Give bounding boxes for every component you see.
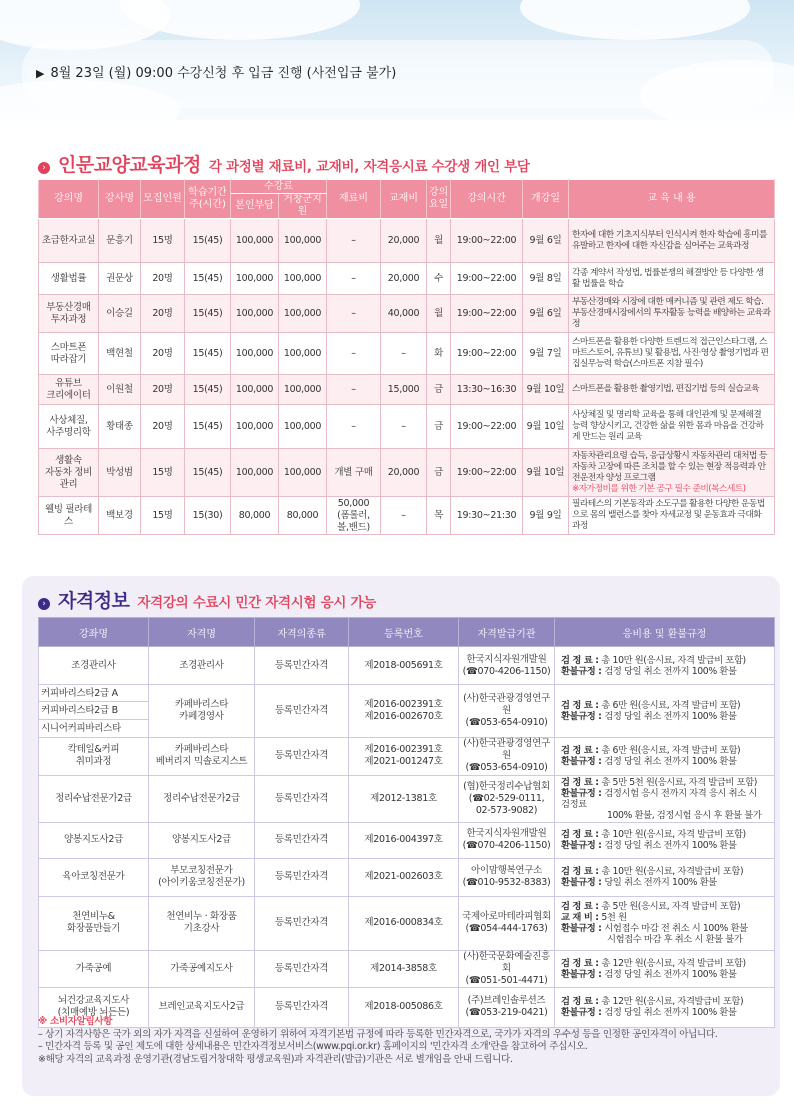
header-fee: 수강료 [231, 180, 327, 194]
fee-value: 검정 당일 취소 전까지 100% 환불 [604, 1007, 737, 1019]
fee-self: 100,000 [231, 333, 279, 375]
certification-name: 카페바리스타 베버리지 믹솔로지스트 [149, 737, 255, 775]
material-fee: – [327, 375, 381, 405]
material-fee: – [327, 295, 381, 333]
certification-type: 등록민간자격 [255, 647, 349, 685]
certification-name: 천연비누 · 화장품 기초강사 [149, 896, 255, 950]
header-course: 강좌명 [39, 618, 149, 647]
course-name: 조경관리사 [39, 647, 149, 685]
certification-row [39, 822, 775, 858]
course-name: 뇌건강교육지도사 (치매예방 뇌든든) [39, 987, 149, 1027]
fee-label: 검 정 료 : [561, 866, 602, 878]
fee-label: 환불규정 : [561, 877, 605, 889]
fee-line [561, 866, 768, 877]
fee-value: 총 10만 원(응시료, 자격 발급비 포함) [601, 829, 746, 841]
material-fee: – [327, 405, 381, 449]
class-time: 13:30~16:30 [451, 375, 523, 405]
course-description [569, 497, 775, 535]
description-text: 스마트폰을 활용한 다양한 트렌드적 접근인스타그램, 스마트스토어, 유튜브) 및 활용법, 사진·영상 촬영기법과 편집실무능력 학습(스마트폰 지참 필수) [572, 337, 769, 369]
class-time: 19:00~22:00 [451, 263, 523, 295]
fee-label: 환불규정 : [561, 787, 605, 799]
course-name: 천연비누& 화장품만들기 [39, 896, 149, 950]
fee-label: 검 정 료 : [561, 901, 602, 913]
header-reg: 등록번호 [349, 618, 459, 647]
start-date: 9월 8일 [523, 263, 569, 295]
capacity: 15명 [141, 449, 185, 497]
start-date: 9월 10일 [523, 449, 569, 497]
header-start: 개강일 [523, 180, 569, 219]
cloud-shape [520, 0, 750, 40]
course-name: 생활속 자동차 정비 관리 [39, 449, 99, 497]
teacher-name: 권문상 [99, 263, 141, 295]
registration-number: 제2014-3858호 [349, 950, 459, 987]
registration-number: 제2016-002391호 제2016-002670호 [349, 685, 459, 738]
teacher-name: 백보경 [99, 497, 141, 535]
textbook-fee: 15,000 [381, 375, 427, 405]
fee-value: 검정시험 응시 전까지 자격 응시 취소 시 검정료 [561, 787, 757, 810]
teacher-name: 문흥기 [99, 219, 141, 263]
certification-table [38, 617, 775, 1028]
class-day: 금 [427, 375, 451, 405]
header-textbook: 교재비 [381, 180, 427, 219]
capacity: 20명 [141, 333, 185, 375]
fee-value: 5천 원 [601, 912, 627, 924]
fee-county: 100,000 [279, 263, 327, 295]
fee-line [561, 958, 768, 969]
fee-value: 총 5만 5천 원(응시료, 자격 발급비 포함) [601, 776, 757, 788]
course-row [39, 333, 775, 375]
certification-row [39, 775, 775, 822]
description-text: 자동차관리요령 습득, 응급상황시 자동차관리 대처법 등 자동차 고장에 따른 조치를 할 수 있는 현장 적응력과 안전운전자 양성 프로그램 [572, 450, 767, 483]
issuing-agency: (사)한국문화예술진흥회 (☎051-501-4471) [459, 950, 555, 987]
certification-table-body [39, 647, 775, 1028]
header-course-name: 강의명 [39, 180, 99, 219]
header-period: 학습기간 주(시간) [185, 180, 231, 219]
fee-county: 100,000 [279, 375, 327, 405]
certification-type: 등록민간자격 [255, 822, 349, 858]
fee-self: 100,000 [231, 375, 279, 405]
course-description [569, 263, 775, 295]
fee-label: 검 정 료 : [561, 996, 602, 1008]
textbook-fee: 20,000 [381, 219, 427, 263]
fee-value: 검정 당일 취소 전까지 100% 환불 [604, 840, 737, 852]
course-subname: 시니어커피바리스타 [41, 722, 121, 734]
course-row [39, 263, 775, 295]
course-row [39, 497, 775, 535]
class-time: 19:00~22:00 [451, 405, 523, 449]
fee-line [561, 934, 768, 945]
teacher-name: 백현철 [99, 333, 141, 375]
fee-county: 100,000 [279, 405, 327, 449]
fee-line [561, 810, 768, 821]
cloud-shape [120, 0, 360, 40]
period: 15(30) [185, 497, 231, 535]
fee-value: 총 10만 원(응시료, 자격 발급비 포함) [601, 654, 746, 666]
material-fee: – [327, 219, 381, 263]
class-day: 수 [427, 263, 451, 295]
class-time: 19:00~22:00 [451, 219, 523, 263]
capacity: 20명 [141, 295, 185, 333]
fee-policy [555, 950, 775, 987]
fee-line [561, 756, 768, 767]
header-capacity: 모집인원 [141, 180, 185, 219]
fee-label: 환불규정 : [561, 756, 605, 768]
certification-name: 조경관리사 [149, 647, 255, 685]
fee-county: 100,000 [279, 295, 327, 333]
class-time: 19:00~22:00 [451, 449, 523, 497]
fee-value: 총 12만 원(응시료, 자격 발급비 포함) [601, 957, 746, 969]
fee-line [561, 923, 768, 934]
certification-type: 등록민간자격 [255, 685, 349, 738]
header-day: 강의 요일 [427, 180, 451, 219]
fee-line [561, 711, 768, 722]
course-description [569, 219, 775, 263]
header-cert: 자격명 [149, 618, 255, 647]
registration-number: 제2016-000834호 [349, 896, 459, 950]
description-text: 각종 계약서 작성법, 법률분쟁의 해결방안 등 다양한 생활 법률을 학습 [572, 267, 764, 289]
fee-line [561, 829, 768, 840]
fee-policy [555, 647, 775, 685]
fee-label: 검 정 료 : [561, 829, 602, 841]
course-name: 스마트폰 따라잡기 [39, 333, 99, 375]
textbook-fee: – [381, 333, 427, 375]
header-content: 교 육 내 용 [569, 180, 775, 219]
fee-self: 80,000 [231, 497, 279, 535]
registration-number: 제2021-002603호 [349, 858, 459, 896]
fee-line [561, 877, 768, 888]
triangle-bullet-icon: ▶ [36, 67, 45, 80]
textbook-fee: 20,000 [381, 263, 427, 295]
registration-number: 제2018-005691호 [349, 647, 459, 685]
period: 15(45) [185, 375, 231, 405]
textbook-fee: 40,000 [381, 295, 427, 333]
fee-self: 100,000 [231, 295, 279, 333]
fee-label: 검 정 료 : [561, 957, 602, 969]
course-row [39, 449, 775, 497]
fee-value: 총 10만 원(응시료, 자격발급비 포함) [601, 866, 744, 878]
teacher-name: 황태종 [99, 405, 141, 449]
description-text: 스마트폰을 활용한 촬영기법, 편집기법 등의 실습교육 [572, 384, 759, 394]
fee-line [561, 912, 768, 923]
start-date: 9월 9일 [523, 497, 569, 535]
capacity: 20명 [141, 375, 185, 405]
issuing-agency: (주)브레인솔루션즈 (☎053-219-0421) [459, 987, 555, 1027]
certification-type: 등록민간자격 [255, 737, 349, 775]
registration-number: 제2012-1381호 [349, 775, 459, 822]
header-type: 자격의종류 [255, 618, 349, 647]
course-name: 정리수납전문가2급 [39, 775, 149, 822]
header-fee-self: 본인부담 [231, 194, 279, 219]
certification-name: 양봉지도사2급 [149, 822, 255, 858]
class-time: 19:30~21:30 [451, 497, 523, 535]
humanities-course-table [38, 179, 775, 535]
fee-value: 검정 당일 취소 전까지 100% 환불 [604, 756, 737, 768]
period: 15(45) [185, 405, 231, 449]
fee-value: 검정 당일 취소 전까지 100% 환불 [604, 665, 737, 677]
class-day: 화 [427, 333, 451, 375]
fee-label: 환불규정 : [561, 968, 605, 980]
registration-number: 제2018-005086호 [349, 987, 459, 1027]
teacher-name: 이승길 [99, 295, 141, 333]
fee-line [561, 996, 768, 1007]
capacity: 15명 [141, 219, 185, 263]
fee-label: 환불규정 : [561, 1007, 605, 1019]
textbook-fee: – [381, 497, 427, 535]
fee-label: 검 정 료 : [561, 776, 602, 788]
fee-label: 환불규정 : [561, 840, 605, 852]
start-date: 9월 10일 [523, 405, 569, 449]
period: 15(45) [185, 295, 231, 333]
fee-value: 총 5만 원(응시료, 자격 발급비 포함) [601, 901, 741, 913]
fee-value: 시험접수 마감 전 취소 시 100% 환불 [604, 923, 748, 935]
start-date: 9월 6일 [523, 295, 569, 333]
course-description [569, 375, 775, 405]
certification-name: 정리수납전문가2급 [149, 775, 255, 822]
chevron-right-icon: › [38, 598, 50, 610]
course-table-body [39, 219, 775, 535]
fee-label: 검 정 료 : [561, 654, 602, 666]
course-description [569, 405, 775, 449]
fee-label: 환불규정 : [561, 923, 605, 935]
issuing-agency: 한국지식자원개발원 (☎070-4206-1150) [459, 822, 555, 858]
fee-line [561, 745, 768, 756]
certification-row [39, 950, 775, 987]
header-issuer: 자격발급기관 [459, 618, 555, 647]
teacher-name: 박성범 [99, 449, 141, 497]
start-date: 9월 10일 [523, 375, 569, 405]
capacity: 20명 [141, 405, 185, 449]
fee-policy [555, 737, 775, 775]
registration-number: 제2016-002391호 제2021-001247호 [349, 737, 459, 775]
course-description [569, 295, 775, 333]
section1-title: › 인문교양교육과정 각 과정별 재료비, 교재비, 자격응시료 수강생 개인 부담 [38, 150, 530, 177]
description-note: ※자가정비를 위한 기본 공구 필수 준비(복스세트) [572, 483, 746, 494]
class-day: 월 [427, 219, 451, 263]
certification-name: 가죽공예지도사 [149, 950, 255, 987]
material-fee: – [327, 263, 381, 295]
fee-label: 환불규정 : [561, 665, 605, 677]
fee-value: 총 12만 원(응시료, 자격발급비 포함) [601, 996, 744, 1008]
fee-line [561, 700, 768, 711]
certification-row [39, 685, 775, 738]
course-name [39, 685, 149, 738]
class-day: 월 [427, 295, 451, 333]
fee-line [561, 901, 768, 912]
fee-value: 100% 환불, 검정시험 응시 후 환불 불가 [607, 809, 762, 821]
course-name: 부동산경매 투자과정 [39, 295, 99, 333]
course-name: 초급한자교실 [39, 219, 99, 263]
course-name: 사상체질, 사주명리학 [39, 405, 99, 449]
consumer-notice: ※ 소비자알림사항 – 상기 자격사항은 국가 외의 자가 자격을 신설하여 운영하기 위하여 자격기본법 규정에 따라 등록한 민간자격으로, 국가가 자격의 우수성 등을 인정한 공인자격이 아닙니다. – 민간자격 등록 및 공인 제도에 대한 상세내용은 민간자격정보서비스(www.pqi.or.kr) 홈페이지의 '민간자격 소개'란을 참고하여 주십시오. ※해당 자격의 교육과정 운영기관(경남도립거창대학 평생교육원)과 자격관리(발급)기관은 서로 별개임을 안내 드립니다. [38, 1016, 718, 1065]
course-row [39, 405, 775, 449]
course-description [569, 333, 775, 375]
certification-name: 브레인교육지도사2급 [149, 987, 255, 1027]
fee-self: 100,000 [231, 219, 279, 263]
fee-label: 환불규정 : [561, 710, 605, 722]
course-subname: 커피바리스타2급 B [39, 702, 148, 719]
course-subname: 커피바리스타2급 A [39, 685, 148, 702]
certification-type: 등록민간자격 [255, 896, 349, 950]
fee-policy [555, 775, 775, 822]
certification-type: 등록민간자격 [255, 858, 349, 896]
issuing-agency: 아이맘행복연구소 (☎010-9532-8383) [459, 858, 555, 896]
registration-notice: ▶ 8월 23일 (월) 09:00 수강신청 후 입금 진행 (사전입금 불가) [36, 66, 397, 81]
material-fee: – [327, 333, 381, 375]
fee-self: 100,000 [231, 263, 279, 295]
issuing-agency: (협)한국정리수납협회 (☎02-529-0111, 02-573-9082) [459, 775, 555, 822]
header-teacher: 강사명 [99, 180, 141, 219]
course-name: 생활법률 [39, 263, 99, 295]
class-time: 19:00~22:00 [451, 295, 523, 333]
header-time: 강의시간 [451, 180, 523, 219]
certification-type: 등록민간자격 [255, 987, 349, 1027]
fee-county: 80,000 [279, 497, 327, 535]
class-day: 금 [427, 449, 451, 497]
fee-value: 당일 취소 전까지 100% 환불 [604, 877, 717, 889]
fee-value: 총 6만 원(응시료, 자격 발급비 포함) [601, 699, 741, 711]
course-name: 유튜브 크리에이터 [39, 375, 99, 405]
description-text: 필라테스의 기본동작과 소도구를 활용한 다양한 운동법으로 몸의 밸런스를 찾아 자세교정 및 운동효과 극대화 과정 [572, 499, 765, 531]
textbook-fee: 20,000 [381, 449, 427, 497]
description-text: 사상체질 및 명리학 교육을 통해 대인관계 및 문제해결 능력 향상시키고, 건강한 삶을 위한 몸과 마음을 건강하게 만드는 원리 교육 [572, 410, 764, 442]
fee-line [561, 666, 768, 677]
course-name: 가죽공예 [39, 950, 149, 987]
course-row [39, 375, 775, 405]
certification-row [39, 737, 775, 775]
fee-self: 100,000 [231, 405, 279, 449]
fee-label: 검 정 료 : [561, 699, 602, 711]
fee-line [561, 788, 768, 810]
material-fee: 개별 구매 [327, 449, 381, 497]
period: 15(45) [185, 219, 231, 263]
textbook-fee: – [381, 405, 427, 449]
fee-policy [555, 822, 775, 858]
certification-name: 부모코칭전문가 (아이키움코칭전문가) [149, 858, 255, 896]
material-fee: 50,000 (폼롤러, 볼,밴드) [327, 497, 381, 535]
period: 15(45) [185, 333, 231, 375]
class-day: 목 [427, 497, 451, 535]
class-time: 19:00~22:00 [451, 333, 523, 375]
fee-line [561, 655, 768, 666]
fee-self: 100,000 [231, 449, 279, 497]
fee-value: 검정 당일 취소 전까지 100% 환불 [604, 710, 737, 722]
period: 15(45) [185, 263, 231, 295]
header-fee-county: 거창군지원 [279, 194, 327, 219]
certification-type: 등록민간자격 [255, 775, 349, 822]
course-name: 육아코칭전문가 [39, 858, 149, 896]
issuing-agency: (사)한국관광경영연구원 (☎053-654-0910) [459, 685, 555, 738]
issuing-agency: (사)한국관광경영연구원 (☎053-654-0910) [459, 737, 555, 775]
fee-policy [555, 858, 775, 896]
fee-label: 검 정 료 : [561, 745, 602, 757]
certification-row [39, 647, 775, 685]
period: 15(45) [185, 449, 231, 497]
fee-label: 교 재 비 : [561, 912, 602, 924]
capacity: 15명 [141, 497, 185, 535]
issuing-agency: 한국지식자원개발원 (☎070-4206-1150) [459, 647, 555, 685]
fee-county: 100,000 [279, 219, 327, 263]
course-row [39, 219, 775, 263]
header-material: 재료비 [327, 180, 381, 219]
issuing-agency: 국제아로마테라피협회 (☎054-444-1763) [459, 896, 555, 950]
fee-line [561, 969, 768, 980]
description-text: 한자에 대한 기초지식부터 인식시켜 한자 학습에 흥미를 유발하고 한자에 대한 자신감을 심어주는 교육과정 [572, 229, 767, 251]
fee-value: 시험접수 마감 후 취소 시 환불 불가 [607, 934, 743, 946]
certification-row [39, 858, 775, 896]
course-description [569, 449, 775, 497]
chevron-right-icon: › [38, 162, 50, 174]
certification-row [39, 896, 775, 950]
class-day: 금 [427, 405, 451, 449]
course-row [39, 295, 775, 333]
fee-policy [555, 896, 775, 950]
start-date: 9월 7일 [523, 333, 569, 375]
teacher-name: 이원철 [99, 375, 141, 405]
fee-line [561, 777, 768, 788]
course-name: 웰빙 필라테스 [39, 497, 99, 535]
fee-county: 100,000 [279, 449, 327, 497]
fee-policy [555, 685, 775, 738]
fee-value: 총 6만 원(응시료, 자격 발급비 포함) [601, 745, 741, 757]
header-fee-policy: 응비용 및 환불규정 [555, 618, 775, 647]
description-text: 부동산경매와 시장에 대한 매커니즘 및 관련 제도 학습. 부동산경매시장에서의 투자활동 능력을 배양하는 교육과정 [572, 297, 771, 329]
course-name: 칵테일&커피 취미과정 [39, 737, 149, 775]
course-name: 양봉지도사2급 [39, 822, 149, 858]
start-date: 9월 6일 [523, 219, 569, 263]
fee-county: 100,000 [279, 333, 327, 375]
section2-title: › 자격정보 자격강의 수료시 민간 자격시험 응시 가능 [38, 586, 376, 613]
fee-line [561, 840, 768, 851]
certification-type: 등록민간자격 [255, 950, 349, 987]
certification-name: 카페바리스타 카페경영사 [149, 685, 255, 738]
fee-value: 검정 당일 취소 전까지 100% 환불 [604, 968, 737, 980]
capacity: 20명 [141, 263, 185, 295]
registration-number: 제2016-004397호 [349, 822, 459, 858]
